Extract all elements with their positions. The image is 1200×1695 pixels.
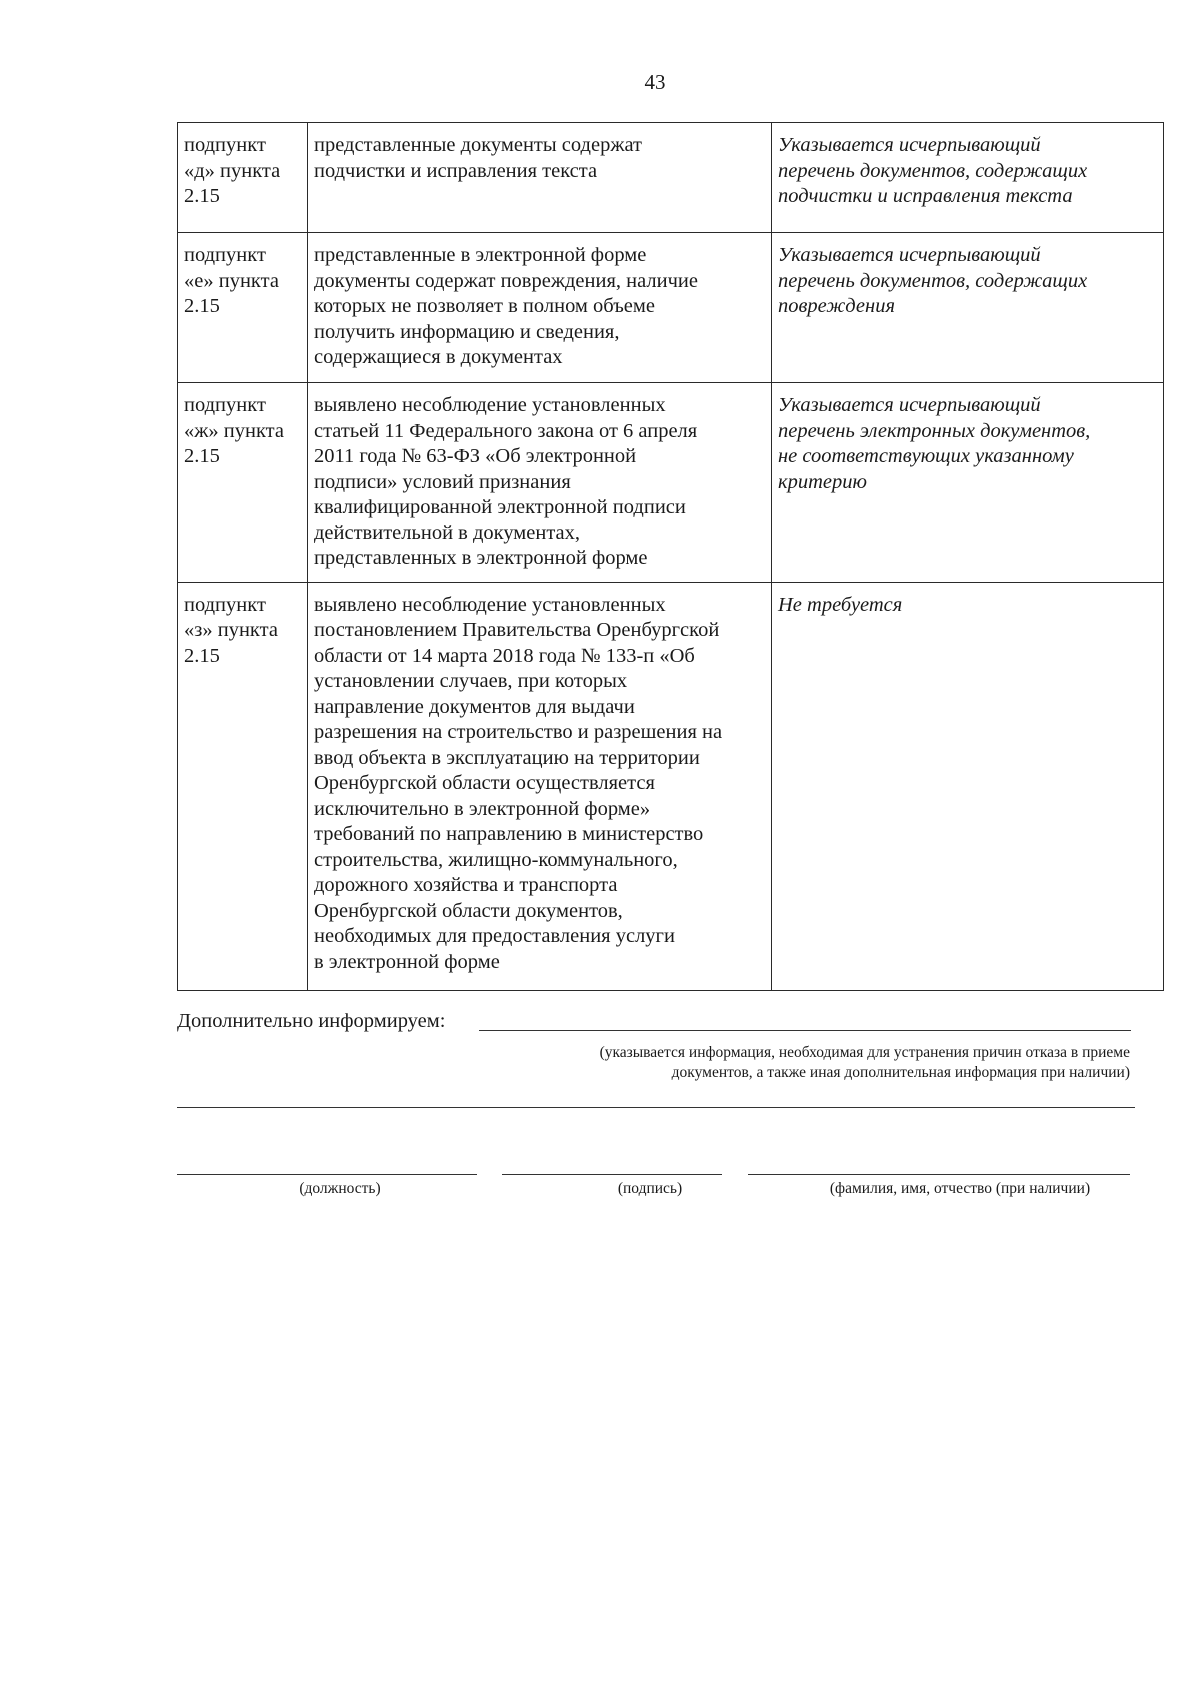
reason-row <box>178 233 1164 383</box>
comment-cell <box>772 582 1164 990</box>
position-signature-line <box>177 1174 477 1175</box>
reason-cell-line: строительства, жилищно-коммунального, <box>314 848 678 871</box>
reason-cell-line: дорожного хозяйства и транспорта <box>314 874 618 896</box>
reason-cell-line: действительной в документах, <box>314 521 581 544</box>
sign-caption: (подпись) <box>617 1180 683 1197</box>
reason-cell-line: представленные в электронной форме <box>314 244 647 266</box>
clause-cell-line: «д» пункта <box>184 159 281 182</box>
clause-cell-line: подпункт <box>184 134 266 156</box>
clause-cell-line: «ж» пункта <box>184 419 284 442</box>
comment-cell-line: перечень электронных документов, <box>778 419 1091 442</box>
reason-cell <box>308 123 772 233</box>
comment-cell <box>772 123 1164 233</box>
reason-cell <box>308 383 772 583</box>
comment-cell-line: Указывается исчерпывающий <box>778 134 1041 156</box>
comment-cell-line: перечень документов, содержащих <box>778 159 1088 182</box>
reason-cell-line: выявлено несоблюдение установленных <box>314 394 666 416</box>
reason-cell-line: постановлением Правительства Оренбургской <box>314 619 720 641</box>
reason-cell-line: установлении случаев, при которых <box>314 670 628 692</box>
reason-cell-line: выявлено несоблюдение установленных <box>314 593 666 616</box>
reason-cell-line: исключительно в электронной форме» <box>314 797 651 820</box>
clause-cell-line: 2.15 <box>184 644 220 667</box>
comment-cell-line: повреждения <box>778 295 895 317</box>
reason-cell-line: 2011 года № 63-ФЗ «Об электронной <box>314 445 637 467</box>
comment-cell-line: Не требуется <box>778 593 903 616</box>
additional-info-second-line <box>177 1107 1135 1108</box>
comment-cell-line: критерию <box>778 470 867 493</box>
reason-cell-line: подчистки и исправления текста <box>314 159 598 182</box>
position-caption: (должность) <box>299 1180 381 1197</box>
reason-cell-line: направление документов для выдачи <box>314 695 635 718</box>
name-caption: (фамилия, имя, отчество (при наличии) <box>829 1180 1091 1197</box>
reason-row <box>178 383 1164 583</box>
comment-cell-line: перечень документов, содержащих <box>778 269 1088 292</box>
reason-cell-line: ввод объекта в эксплуатацию на территории <box>314 746 700 769</box>
name-signature-line <box>748 1174 1130 1175</box>
additional-info-blank-line <box>479 1030 1131 1031</box>
comment-cell <box>772 233 1164 383</box>
additional-info-hint <box>480 1043 1130 1083</box>
reason-cell-line: подписи» условий признания <box>314 470 571 493</box>
clause-cell <box>178 383 308 583</box>
reason-cell <box>308 582 772 990</box>
reason-cell-line: требований по направлению в министерство <box>314 823 704 845</box>
additional-info-label: Дополнительно информируем: <box>177 1010 446 1032</box>
reason-cell-line: представленных в электронной форме <box>314 547 648 569</box>
additional-info <box>177 1010 1137 1033</box>
comment-cell-line: подчистки и исправления текста <box>778 185 1073 207</box>
clause-cell <box>178 233 308 383</box>
reason-cell-line: квалифицированной электронной подписи <box>314 496 686 518</box>
reason-cell-line: Оренбургской области документов, <box>314 899 623 922</box>
clause-cell-line: 2.15 <box>184 445 220 467</box>
reason-cell-line: разрешения на строительство и разрешения на <box>314 721 723 743</box>
comment-cell-line: Указывается исчерпывающий <box>778 244 1041 266</box>
page-number: 43 <box>644 70 666 94</box>
reason-row <box>178 582 1164 990</box>
reason-cell-line: в электронной форме <box>314 950 500 973</box>
clause-cell-line: «з» пункта <box>184 619 278 641</box>
clause-cell <box>178 582 308 990</box>
reason-cell-line: которых не позволяет в полном объеме <box>314 295 655 317</box>
reason-cell-line: необходимых для предоставления услуги <box>314 925 675 947</box>
clause-cell-line: подпункт <box>184 244 266 266</box>
additional-info-hint-line-2: документов, а также иная дополнительная информация при наличии) <box>671 1064 1130 1081</box>
clause-cell <box>178 123 308 233</box>
reason-cell-line: представленные документы содержат <box>314 134 643 156</box>
clause-cell-line: 2.15 <box>184 295 220 317</box>
comment-cell <box>772 383 1164 583</box>
reason-cell-line: получить информацию и сведения, <box>314 320 620 343</box>
sign-signature-line <box>502 1174 722 1175</box>
reason-cell-line: содержащиеся в документах <box>314 346 563 368</box>
clause-cell-line: «е» пункта <box>184 269 279 292</box>
comment-cell-line: не соответствующих указанному <box>778 445 1074 467</box>
reason-cell-line: документы содержат повреждения, наличие <box>314 269 698 292</box>
comment-cell-line: Указывается исчерпывающий <box>778 394 1041 416</box>
clause-cell-line: 2.15 <box>184 185 220 207</box>
clause-cell-line: подпункт <box>184 593 266 616</box>
reason-cell <box>308 233 772 383</box>
reason-cell-line: статьей 11 Федерального закона от 6 апреля <box>314 419 698 442</box>
refusal-reasons-table <box>177 122 1164 991</box>
reason-cell-line: области от 14 марта 2018 года № 133-п «Об <box>314 644 695 667</box>
reason-row <box>178 123 1164 233</box>
clause-cell-line: подпункт <box>184 394 266 416</box>
additional-info-hint-line-1: (указывается информация, необходимая для устранения причин отказа в приеме <box>599 1044 1130 1061</box>
reason-cell-line: Оренбургской области осуществляется <box>314 772 655 794</box>
